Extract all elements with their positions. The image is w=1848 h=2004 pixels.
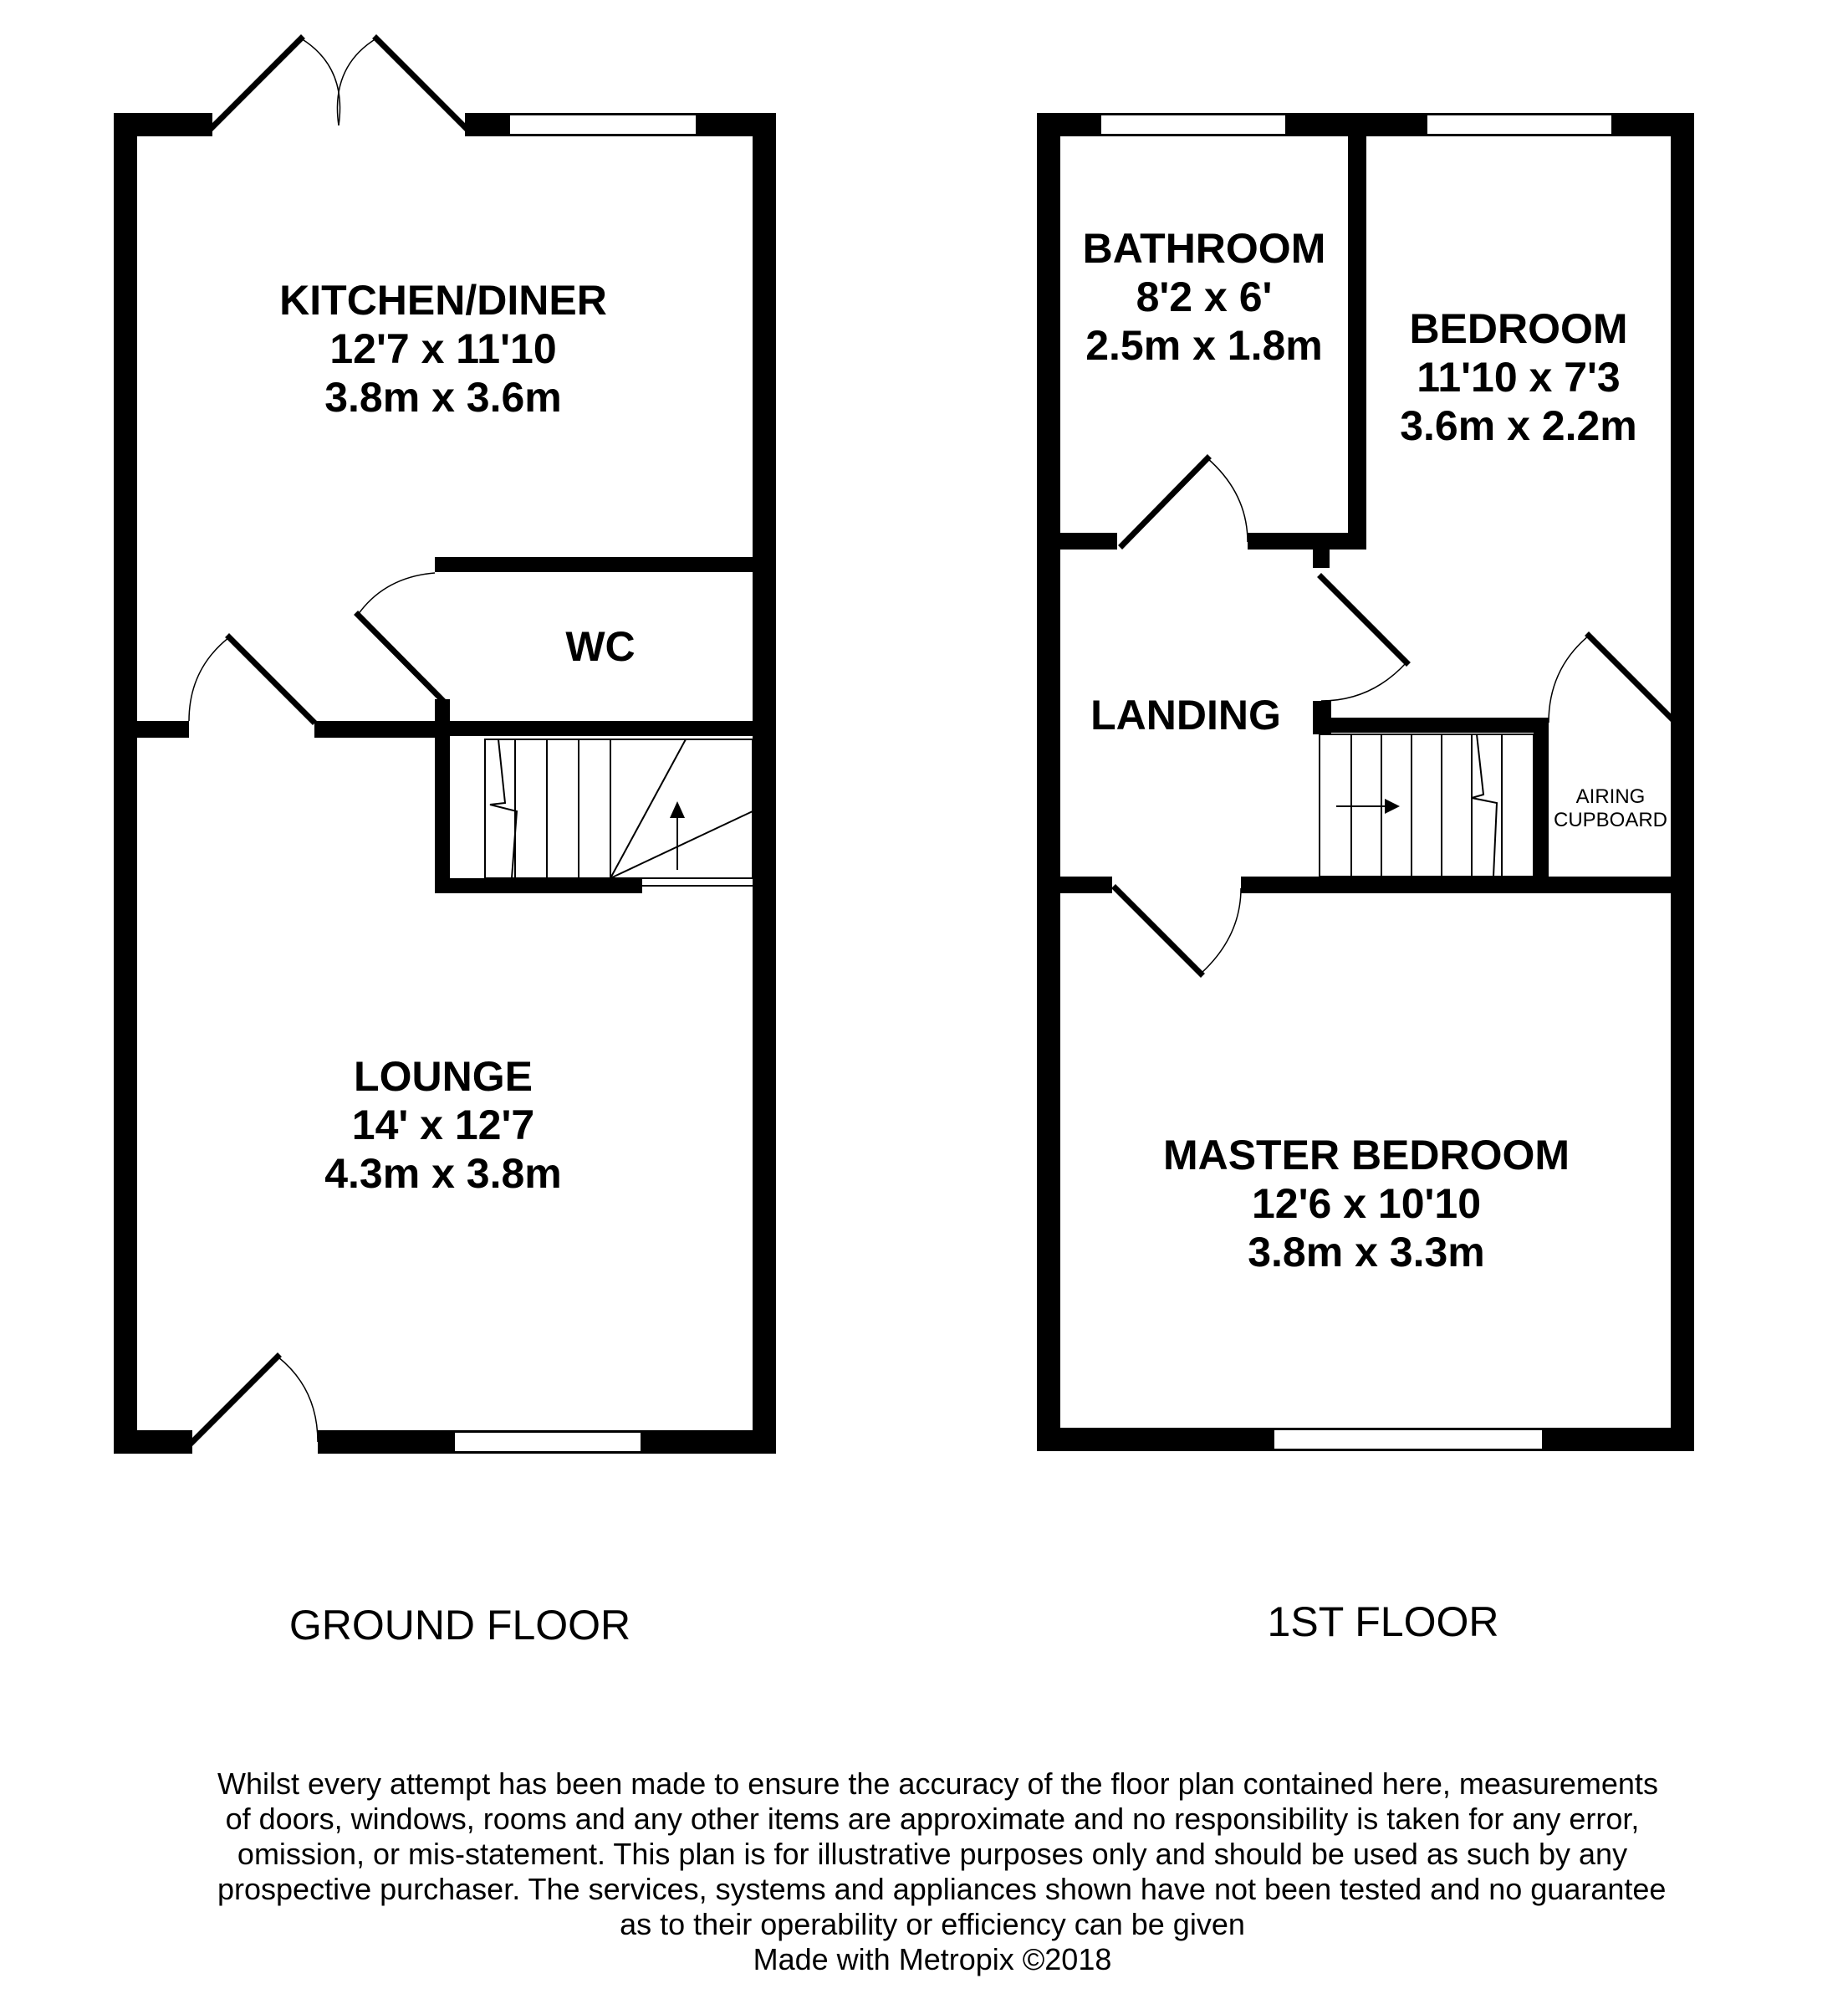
gf-french-door-left-leaf [212,38,301,127]
ff-wall-left [1037,113,1060,1451]
first-floor-caption: 1ST FLOOR [1267,1598,1499,1645]
gf-lounge-door-leaf [229,637,313,721]
master-metric: 3.8m x 3.3m [1248,1229,1485,1276]
gf-wc-door-leaf [358,615,443,701]
kitchen-name: KITCHEN/DINER [279,277,607,324]
lounge-metric: 4.3m x 3.8m [324,1150,562,1197]
lounge-name: LOUNGE [354,1053,533,1100]
gf-wall-left [114,113,137,1454]
disclaimer [217,1766,1667,1977]
ff-airing-door-swing [1549,636,1589,723]
bedroom-metric: 3.6m x 2.2m [1400,402,1637,449]
first-floor-plan [1037,113,1694,1645]
ff-bathroom-window [1100,115,1286,135]
metropix-credit: Made with Metropix ©2018 [753,1942,1112,1976]
bathroom-metric: 2.5m x 1.8m [1085,322,1323,369]
ff-stair-wall-top [1313,718,1549,733]
master-imperial: 12'6 x 10'10 [1251,1180,1482,1227]
gf-stair-wall-bottom [435,878,642,893]
bedroom-name: BEDROOM [1409,305,1628,352]
gf-divider-right [435,721,776,736]
disclaimer-line: omission, or mis-statement. This plan is for illustrative purposes only and should be used as such by any [237,1837,1628,1871]
lounge-imperial: 14' x 12'7 [351,1102,535,1148]
ff-bath-door-swing [1207,458,1248,542]
gf-wc-door-swing [358,573,435,615]
gf-stair-arrow-head [670,801,685,818]
bathroom-name: BATHROOM [1082,225,1326,272]
ff-bath-wall-bottom-right [1248,533,1366,550]
airing-label-line1: AIRING [1575,785,1646,808]
ff-master-window [1274,1429,1543,1449]
gf-lounge-door-swing [189,637,229,721]
ff-bath-wall-bottom-left [1037,533,1117,550]
gf-lounge-window [454,1432,641,1452]
gf-french-door-right-swing [337,38,376,125]
ff-master-door-leaf [1115,888,1201,974]
ff-landing-wall-left [1037,877,1112,893]
master-name: MASTER BEDROOM [1162,1132,1570,1178]
disclaimer-line: of doors, windows, rooms and any other items are approximate and no responsibility is taken for any error, [225,1802,1640,1836]
bathroom-imperial: 8'2 x 6' [1136,274,1273,320]
gf-divider-left [114,721,189,738]
ff-wall-right [1671,113,1694,1451]
gf-wc-wall-top [435,557,776,572]
ff-bedroom-door-leaf [1321,577,1406,662]
ff-bedroom-window [1427,115,1612,135]
disclaimer-line: Whilst every attempt has been made to ensure the accuracy of the floor plan contained here, measurements [217,1766,1658,1801]
gf-french-door-left-swing [301,38,340,125]
ff-stair-break-mark [1472,734,1497,877]
ff-bath-wall-stub [1313,550,1330,568]
gf-stair-inner [485,739,753,878]
wc-name: WC [565,623,636,670]
ff-airing-wall-left [1534,718,1549,892]
gf-wall-right [753,113,776,1454]
ff-bath-wall-right [1348,113,1366,550]
ground-floor-caption: GROUND FLOOR [288,1602,631,1649]
bedroom-imperial: 11'10 x 7'3 [1417,354,1621,401]
gf-front-door-swing [278,1357,318,1442]
airing-label-line2: CUPBOARD [1553,809,1668,831]
ff-stair-arrow-head [1385,799,1400,814]
ff-master-door-swing [1201,888,1241,974]
gf-french-door-right-leaf [376,38,465,127]
gf-stair-winder-2 [610,811,753,878]
gf-front-door-leaf [192,1357,278,1442]
ground-floor-plan [114,38,776,1649]
disclaimer-line: as to their operability or efficiency can be given [620,1907,1245,1941]
ff-bedroom-door-swing [1321,662,1406,701]
gf-stair-break-mark [490,739,517,878]
gf-stair-wall-left [435,721,450,893]
kitchen-imperial: 12'7 x 11'10 [329,325,557,372]
ff-airing-door-leaf [1589,636,1671,718]
landing-name: LANDING [1090,692,1281,739]
ff-bath-door-leaf [1122,458,1207,545]
ff-landing-wall-right [1241,877,1694,893]
disclaimer-line: prospective purchaser. The services, systems and appliances shown have not been tested and no guarantee [217,1872,1667,1906]
gf-kitchen-window [509,115,697,135]
gf-wall-bottom-left [114,1430,192,1454]
gf-wall-top-left [114,113,212,136]
gf-divider-mid [314,721,450,738]
kitchen-metric: 3.8m x 3.6m [324,374,562,421]
